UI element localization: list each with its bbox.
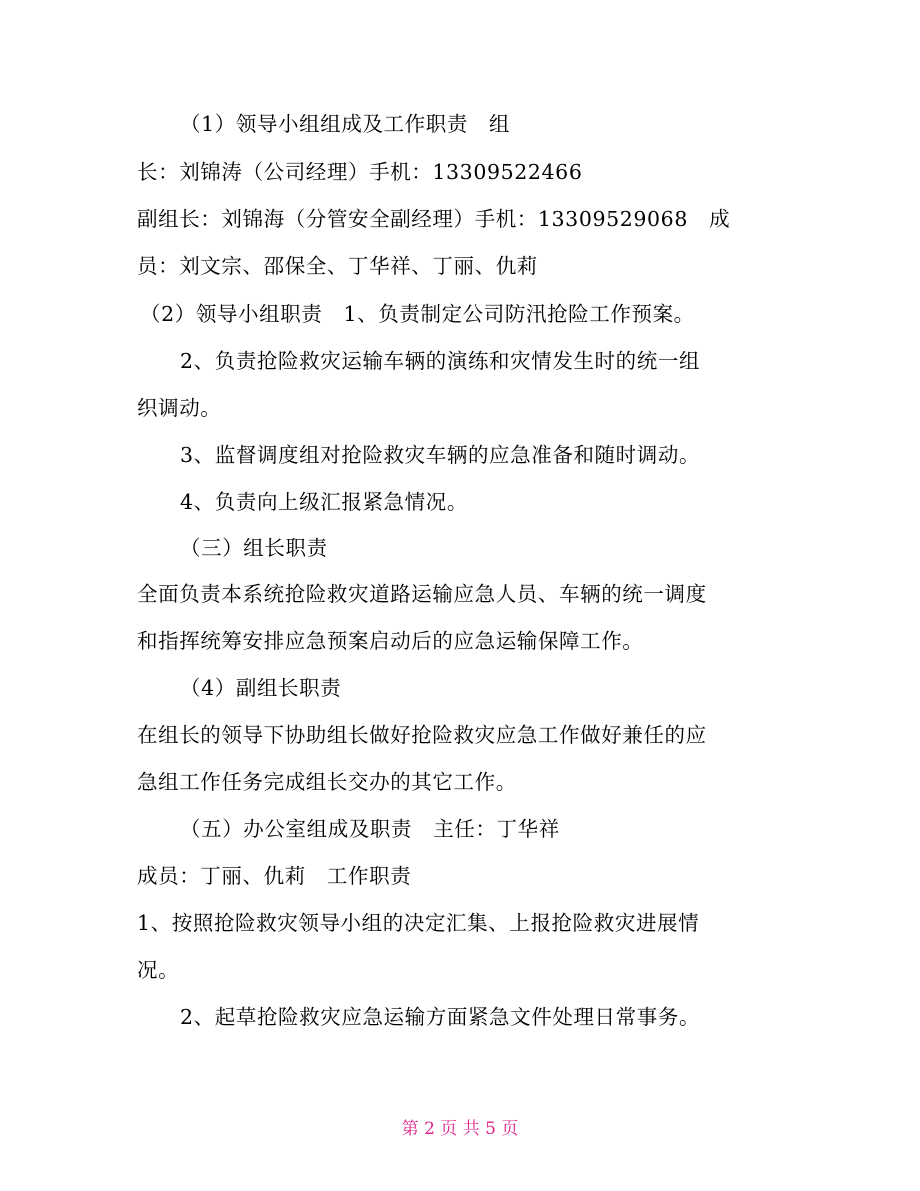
paragraph-line: （2）领导小组职责 1、负责制定公司防汛抢险工作预案。: [140, 302, 695, 326]
paragraph-line: 成员：丁丽、仇莉 工作职责: [137, 864, 412, 888]
section-heading: （4）副组长职责: [180, 676, 342, 700]
paragraph-line: 长：刘锦涛（公司经理）手机：13309522466: [137, 160, 583, 184]
paragraph-line: 副组长：刘锦海（分管安全副经理）手机：13309529068 成: [137, 207, 731, 231]
paragraph-line: 况。: [137, 958, 180, 982]
section-heading: （三）组长职责: [180, 536, 328, 560]
paragraph-line: 4、负责向上级汇报紧急情况。: [180, 490, 468, 514]
paragraph-line: 3、监督调度组对抢险救灾车辆的应急准备和随时调动。: [180, 443, 701, 467]
paragraph-line: （1）领导小组组成及工作职责 组: [180, 112, 511, 136]
page-number-footer: 第 2 页 共 5 页: [401, 1119, 519, 1139]
paragraph-line: 员：刘文宗、邵保全、丁华祥、丁丽、仇莉: [137, 254, 538, 278]
paragraph-line: 2、负责抢险救灾运输车辆的演练和灾情发生时的统一组: [180, 349, 701, 373]
section-heading: （五）办公室组成及职责 主任：丁华祥: [180, 817, 560, 841]
paragraph-line: 1、按照抢险救灾领导小组的决定汇集、上报抢险救灾进展情: [137, 911, 700, 935]
paragraph-line: 和指挥统筹安排应急预案启动后的应急运输保障工作。: [137, 629, 644, 653]
paragraph-line: 急组工作任务完成组长交办的其它工作。: [137, 770, 517, 794]
paragraph-line: 全面负责本系统抢险救灾道路运输应急人员、车辆的统一调度: [137, 582, 707, 606]
paragraph-line: 织调动。: [137, 396, 222, 420]
paragraph-line: 2、起草抢险救灾应急运输方面紧急文件处理日常事务。: [180, 1005, 701, 1029]
paragraph-line: 在组长的领导下协助组长做好抢险救灾应急工作做好兼任的应: [137, 723, 707, 747]
